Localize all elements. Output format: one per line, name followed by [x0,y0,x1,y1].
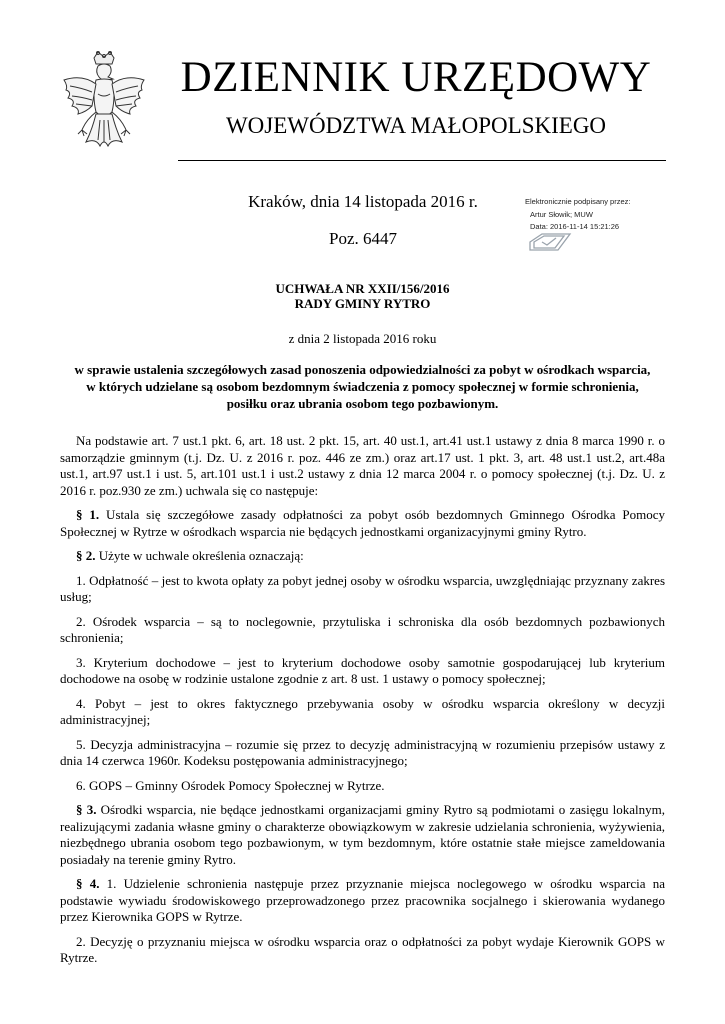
section-mark: § 2. [76,548,96,563]
section-3 [60,802,665,868]
section-2 [60,548,665,565]
resolution-title [60,281,665,311]
masthead-title: DZIENNIK URZĘDOWY [180,54,652,101]
signature-caption: Elektronicznie podpisany przez: [525,197,631,206]
resolution-subject [60,361,665,412]
resolution-council: RADY GMINY RYTRO [294,296,431,311]
signature-date: Data: 2016-11-14 15:21:26 [530,222,620,231]
masthead-divider [178,160,666,161]
signature-check-icon [528,232,572,252]
section-text: 1. Udzielenie schronienia następuje przez przyznanie miejsca noclegowego w ośrodku wsparcia na podstawie wywiadu środowiskowego przeprowadzonego przez pracownika socjalnego i skierowania wydanego przez Kierownika GOPS w Rytrze. [60,876,665,924]
resolution-number: UCHWAŁA NR XXII/156/2016 [275,281,450,296]
masthead-subtitle: WOJEWÓDZTWA MAŁOPOLSKIEGO [225,113,607,138]
section-4 [60,876,665,926]
definition-item: 1. Odpłatność – jest to kwota opłaty za pobyt jednej osoby w ośrodku wsparcia, uwzględniając przyznany zakres usług; [60,572,665,604]
position-number: Poz. 6447 [329,229,397,248]
electronic-signature [525,196,675,234]
section-1 [60,507,665,540]
definition-item: 2. Ośrodek wsparcia – są to noclegownie, przytuliska i schroniska dla osób bezdomnych pozbawionych schronienia; [60,613,665,645]
dateline: Kraków, dnia 14 listopada 2016 r. [248,192,478,211]
section-4-paragraph-2: 2. Decyzję o przyznaniu miejsca w ośrodku wsparcia oraz o odpłatności za pobyt wydaje Kierownik GOPS w Rytrze. [60,933,665,965]
subject-line: posiłku oraz ubrania osobom tego pozbawionym. [226,396,499,411]
definition-item: 6. GOPS – Gminny Ośrodek Pomocy Społecznej w Rytrze. [76,777,385,793]
section-text: Ustala się szczegółowe zasady odpłatności za pobyt osób bezdomnych Gminnego Ośrodka Pomocy Społecznej w Rytrze w ośrodkach wsparcia nie będących jednostkami organizacyjnymi gminy Rytro. [60,507,665,539]
document-body [60,433,665,975]
section-mark: § 3. [76,802,97,817]
definition-item: 5. Decyzja administracyjna – rozumie się przez to decyzję administracyjną w rozumieniu przepisów ustawy z dnia 14 czerwca 1960r. Kodeksu postępowania administracyjnego; [60,736,665,768]
resolution-date: z dnia 2 listopada 2016 roku [288,331,437,346]
definition-item: 3. Kryterium dochodowe – jest to kryterium dochodowe osoby samotnie gospodarującej lub kryterium dochodowe na osobę w rodzinie ustalone zgodnie z art. 8 ust. 1 ustawy o pomocy społecznej; [60,654,665,686]
subject-line: w których udzielane są osobom bezdomnym świadczenia z pomocy społecznej w formie schronienia, [86,379,639,394]
section-mark: § 4. [76,876,100,891]
subject-line: w sprawie ustalenia szczegółowych zasad ponoszenia odpowiedzialności za pobyt w ośrodkach wsparcia, [74,362,651,377]
preamble-paragraph: Na podstawie art. 7 ust.1 pkt. 6, art. 18 ust. 2 pkt. 15, art. 40 ust.1, art.41 ust.1 ustawy z dnia 8 marca 1990 r. o samorządzie gminnym (t.j. Dz. U. z 2016 r. poz. 446 ze zm.) oraz art.17 ust. 1 pkt. 3, art. 48 ust.1 ust.2, art.48a ust.1, art.97 ust.1 i ust. 5, art.101 ust.1 i ust.2 ustawy z dnia 12 marca 2004 r. o pomocy społecznej (t.j. Dz. U. z 2016 r. poz.930 ze zm.) uchwala się co następuje: [60,433,665,498]
definition-item: 4. Pobyt – jest to okres faktycznego przebywania osoby w ośrodku wsparcia określony w decyzji administracyjnej; [60,695,665,727]
section-mark: § 1. [76,507,100,522]
section-text: Ośrodki wsparcia, nie będące jednostkami organizacjami gminy Rytro są podmiotami o zasięgu lokalnym, realizującymi zadania własne gminy o charakterze obowiązkowym w zakresie udzielania schronienia, wyżywienia, niezbędnego ubrania osobom tego pozbawionym, w tym bezdomnym, które ostatnie stałe miejsce zameldowania posiadały na terenie gminy Rytro. [60,802,666,867]
white-eagle-emblem-icon [58,50,150,158]
signature-signer: Artur Słowik; MUW [530,209,593,219]
section-text: Użyte w uchwale określenia oznaczają: [95,548,304,563]
